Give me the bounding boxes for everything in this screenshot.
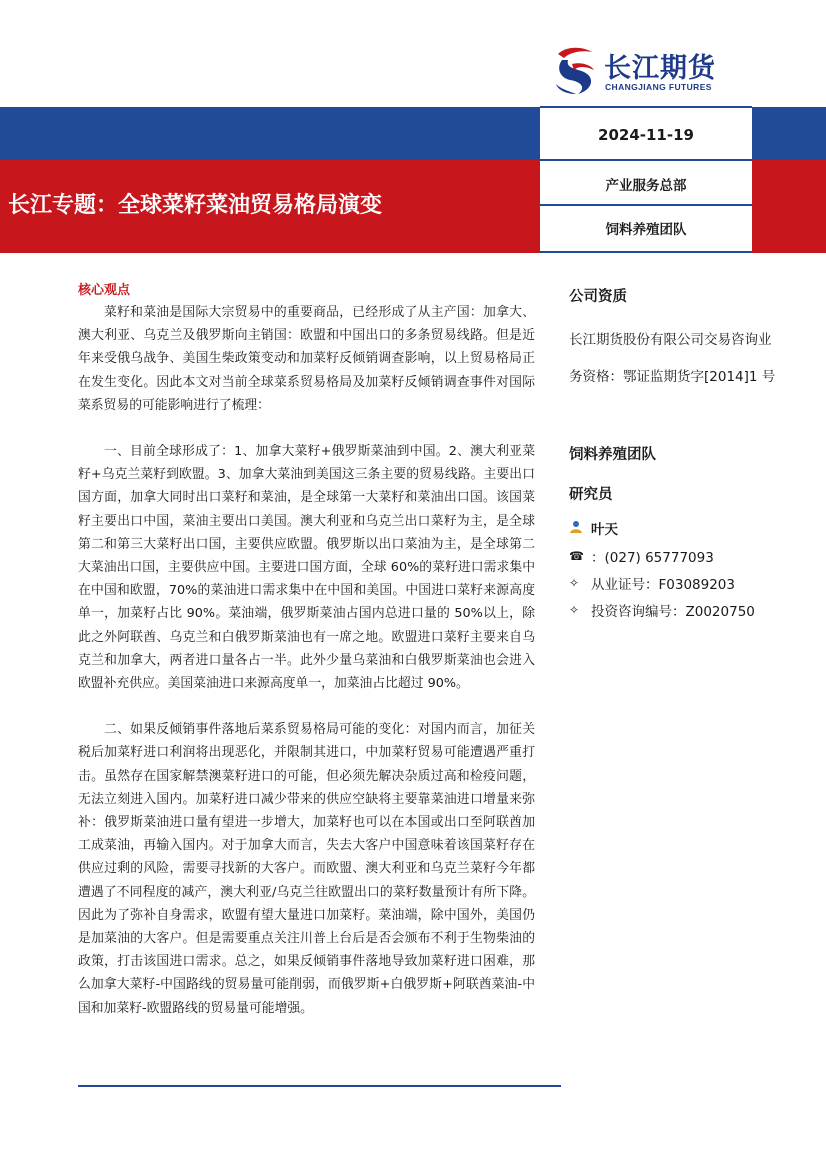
- brand-name-cn: 长江期货: [604, 53, 716, 84]
- diamond-icon: ✧: [569, 576, 580, 590]
- phone-number: ：(027) 65777093: [591, 550, 714, 566]
- header-blue-band-right: [752, 107, 826, 160]
- header-blue-band: [0, 107, 540, 160]
- team: 饲料养殖团队: [605, 222, 687, 238]
- info-divider: [540, 251, 752, 253]
- analyst-name: 叶天: [591, 522, 618, 538]
- company-logo: [552, 44, 742, 96]
- paragraph-section-2: 二、如果反倾销事件落地后菜系贸易格局可能的变化：对国内而言，加征关税后加菜籽进口利润将出现恶化，并限制其进口，中加菜籽贸易可能遭遇严重打击。虽然存在国家解禁澳菜籽进口的可能，但必须先解决杂质过高和检疫问题，无法立刻进入国内。加菜籽进口减少带来的供应空缺将主要靠菜油进口增量来弥补：俄罗斯菜油进口量有望进一步增大，加菜籽也可以在本国或出口至阿联酋加工成菜油，再输入国内。对于加拿大而言，失去大客户中国意味着该国菜籽存在供应过剩的风险，需要寻找新的大客户。而欧盟、澳大利亚和乌克兰菜籽今年都遭遇了不同程度的减产，澳大利亚/乌克兰往欧盟出口的菜籽数量预计有所下降。因此为了弥补自身需求，欧盟有望大量进口加菜籽。菜油端，除中国外，美国仍是加菜油的大客户。但是需要重点关注川普上台后是否会颁布不利于生物柴油的政策，打击该国进口需求。总之，如果反倾销事件落地导致加菜籽进口困难，那么加拿大菜籽-中国路线的贸易量可能削弱，而俄罗斯+白俄罗斯+阿联酋菜油-中国和加菜籽-欧盟路线的贸易量可能增强。: [78, 722, 535, 1016]
- qualification-text-line1: 长江期货股份有限公司交易咨询业: [569, 332, 772, 348]
- brand-name-en: CHANGJIANG FUTURES: [605, 82, 712, 92]
- core-view-heading: 核心观点: [78, 283, 131, 298]
- license-row: [569, 573, 819, 593]
- paragraph-intro: 菜籽和菜油是国际大宗贸易中的重要商品，已经形成了从主产国：加拿大、澳大利亚、乌克兰及俄罗斯向主销国：欧盟和中国出口的多条贸易线路。但是近年来受俄乌战争、美国生柴政策变动和加菜籽反倾销调查影响，以上贸易格局正在发生变化。因此本文对当前全球菜系贸易格局及加菜籽反倾销调查事件对国际菜系贸易的可能影响进行了梳理：: [78, 305, 535, 413]
- main-body: [78, 301, 535, 1020]
- person-icon: [569, 520, 591, 537]
- team-heading: 饲料养殖团队: [569, 447, 656, 463]
- phone-row: [569, 546, 819, 566]
- consult-number: 投资咨询编号：Z0020750: [591, 604, 755, 620]
- qualification-text-line2: 务资格：鄂证监期货字[2014]1 号: [569, 369, 776, 385]
- analyst-row: [569, 518, 819, 538]
- department: 产业服务总部: [605, 178, 687, 194]
- phone-icon: ☎: [569, 549, 584, 563]
- info-divider: [540, 204, 752, 206]
- sidebar: [569, 285, 819, 620]
- researcher-heading: 研究员: [569, 487, 613, 503]
- bottom-divider: [78, 1085, 561, 1087]
- header-red-band-right: [752, 160, 826, 253]
- report-title: 长江专题：全球菜籽菜油贸易格局演变: [8, 193, 383, 218]
- paragraph-section-1: 一、目前全球形成了：1、加拿大菜籽+俄罗斯菜油到中国。2、澳大利亚菜籽+乌克兰菜籽到欧盟。3、加拿大菜油到美国这三条主要的贸易线路。主要出口国方面，加拿大同时出口菜籽和菜油，是全球第一大菜籽和菜油出口国。该国菜籽主要出口中国，菜油主要出口美国。澳大利亚和乌克兰出口菜籽为主，是全球第二和第三大菜籽出口国，主要供应欧盟。俄罗斯以出口菜油为主，是全球第二大菜油出口国，主要供应中国。主要进口国方面，全球 60%的菜籽进口需求集中在中国和欧盟，70%的菜油进口需求集中在中国和美国。中国进口菜籽来源高度单一，加菜籽占比 90%。菜油端，俄罗斯菜油占国内总进口量的 50%以上，除此之外阿联酋、乌克兰和白俄罗斯菜油也有一席之地。欧盟进口菜籽主要来自乌克兰和加拿大，两者进口量各占一半。此外少量乌菜油和白俄罗斯菜油也会进入欧盟补充供应。美国菜油进口来源高度单一，加菜油占比超过 90%。: [78, 444, 535, 692]
- report-date: 2024-11-19: [598, 126, 694, 144]
- logo-wave-icon: [552, 44, 598, 96]
- qualification-heading: 公司资质: [569, 289, 627, 305]
- diamond-icon: ✧: [569, 603, 580, 617]
- info-divider: [540, 159, 752, 161]
- license-number: 从业证号：F03089203: [591, 577, 735, 593]
- consult-row: [569, 600, 819, 620]
- info-divider: [540, 106, 752, 108]
